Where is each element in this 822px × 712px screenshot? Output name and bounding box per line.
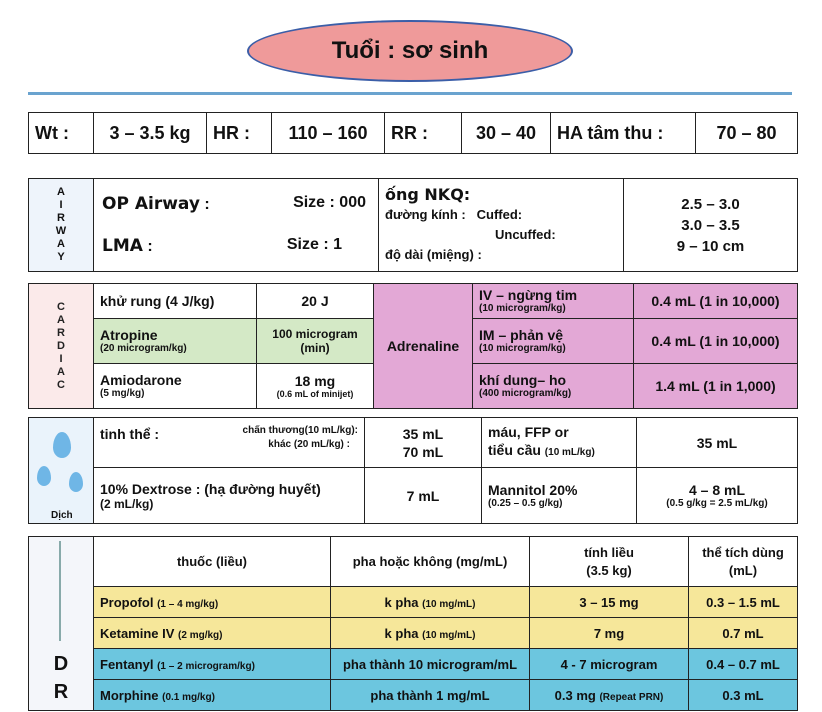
header-volume-unit: (mL) bbox=[728, 562, 758, 578]
header-dilution: pha hoặc không (mg/mL) bbox=[331, 537, 530, 587]
other-value: 70 mL bbox=[402, 443, 444, 460]
adrenaline-label: Adrenaline bbox=[374, 284, 473, 409]
adr-neb-dose: (400 microgram/kg) bbox=[479, 388, 572, 400]
blood-label: máu, FFP or bbox=[488, 424, 569, 440]
adr-im-label: IM – phản vệ bbox=[479, 327, 564, 344]
ett-cuffed-value: 2.5 – 3.0 bbox=[681, 195, 740, 213]
rr-label: RR : bbox=[385, 113, 462, 154]
mannitol-value: 4 – 8 mL bbox=[688, 482, 746, 498]
defib-value: 20 J bbox=[257, 284, 374, 319]
lma-size: Size : 1 bbox=[286, 236, 342, 253]
ett-diameter-label: đường kính : bbox=[385, 207, 466, 222]
hr-label: HR : bbox=[207, 113, 272, 154]
ett-length-value: 9 – 10 cm bbox=[676, 237, 745, 255]
atropine-min: (min) bbox=[300, 340, 330, 355]
fluids-side-label: Dịch bbox=[51, 510, 73, 521]
adr-im-dose: (10 microgram/kg) bbox=[479, 343, 566, 355]
cardiac-side bbox=[29, 284, 94, 409]
drugs-side-label: D R bbox=[53, 653, 69, 703]
crystalloid-label: tinh thể : bbox=[100, 426, 160, 442]
adr-iv-dose: (10 microgram/kg) bbox=[479, 303, 566, 315]
airway-side bbox=[29, 179, 94, 272]
rr-value: 30 – 40 bbox=[462, 113, 551, 154]
op-airway-label: OP Airway : bbox=[102, 194, 210, 214]
atropine-value: 100 microgram bbox=[272, 326, 358, 341]
dextrose-value: 7 mL bbox=[365, 468, 482, 524]
adr-im-value: 0.4 mL (1 in 10,000) bbox=[634, 318, 798, 363]
header-drug: thuốc (liều) bbox=[94, 537, 331, 587]
amiodarone-dose: (5 mg/kg) bbox=[100, 388, 145, 400]
vitals-table bbox=[28, 112, 798, 154]
ett-length-label: độ dài (miệng) : bbox=[385, 247, 482, 262]
blood-dose: (10 mL/kg) bbox=[544, 447, 595, 458]
fluids-table bbox=[28, 417, 798, 524]
atropine-label: Atropine bbox=[100, 327, 158, 344]
table-row: Fentanyl (1 – 2 microgram/kg) pha thành 10 microgram/mL 4 - 7 microgram 0.4 – 0.7 mL bbox=[29, 649, 798, 680]
table-row: Ketamine IV (2 mg/kg) k pha (10 mg/mL) 7 mg 0.7 mL bbox=[29, 618, 798, 649]
drugs-table bbox=[28, 536, 798, 711]
wt-label: Wt : bbox=[29, 113, 94, 154]
water-drop-icon bbox=[69, 472, 83, 492]
divider bbox=[28, 92, 792, 95]
hr-value: 110 – 160 bbox=[272, 113, 385, 154]
header-volume: thể tích dùng bbox=[702, 544, 784, 560]
trauma-value: 35 mL bbox=[402, 425, 444, 442]
water-drop-icon bbox=[53, 432, 71, 458]
ett-title: ống NKQ: bbox=[385, 185, 471, 204]
other-label: khác (20 mL/kg) : bbox=[268, 439, 350, 450]
adr-neb-value: 1.4 mL (1 in 1,000) bbox=[634, 363, 798, 408]
wt-value: 3 – 3.5 kg bbox=[94, 113, 207, 154]
header-dose-weight: (3.5 kg) bbox=[586, 562, 632, 578]
amiodarone-sub: (0.6 mL of minijet) bbox=[276, 388, 354, 399]
syringe-icon bbox=[59, 541, 61, 641]
ett-uncuffed-label: Uncuffed: bbox=[495, 227, 556, 242]
op-airway-size: Size : 000 bbox=[293, 194, 366, 211]
adr-neb-label: khí dung– ho bbox=[479, 372, 567, 389]
water-drop-icon bbox=[37, 466, 51, 486]
dextrose-dose: (2 mL/kg) bbox=[100, 496, 154, 511]
mannitol-label: Mannitol 20% bbox=[488, 482, 578, 498]
mannitol-dose: (0.25 – 0.5 g/kg) bbox=[488, 498, 563, 509]
ett-uncuffed-value: 3.0 – 3.5 bbox=[681, 216, 740, 234]
cardiac-table bbox=[28, 283, 798, 409]
amiodarone-label: Amiodarone bbox=[100, 372, 182, 389]
dextrose-label: 10% Dextrose : (hạ đường huyết) bbox=[100, 480, 321, 497]
table-row: Morphine (0.1 mg/kg) pha thành 1 mg/mL 0.3 mg (Repeat PRN) 0.3 mL bbox=[29, 680, 798, 711]
page-title: Tuổi : sơ sinh bbox=[247, 20, 573, 82]
drugs-side bbox=[29, 537, 94, 711]
blood-label2: tiểu cầu bbox=[488, 442, 541, 458]
ett-cuffed-label: Cuffed: bbox=[476, 207, 523, 222]
amiodarone-value: 18 mg bbox=[294, 372, 336, 389]
airway-side-label: A I R W A Y bbox=[55, 186, 67, 263]
atropine-dose: (20 microgram/kg) bbox=[100, 343, 187, 355]
cardiac-side-label: C A R D I A C bbox=[57, 300, 65, 391]
defib-label: khử rung (4 J/kg) bbox=[94, 284, 257, 319]
ha-value: 70 – 80 bbox=[696, 113, 798, 154]
airway-table bbox=[28, 178, 798, 272]
blood-value: 35 mL bbox=[637, 418, 798, 468]
adr-iv-label: IV – ngừng tim bbox=[479, 287, 578, 304]
table-row: Propofol (1 – 4 mg/kg) k pha (10 mg/mL) 3 – 15 mg 0.3 – 1.5 mL bbox=[29, 587, 798, 618]
mannitol-sub: (0.5 g/kg = 2.5 mL/kg) bbox=[666, 498, 768, 509]
adr-iv-value: 0.4 mL (1 in 10,000) bbox=[634, 284, 798, 319]
ha-label: HA tâm thu : bbox=[551, 113, 696, 154]
trauma-label: chấn thương(10 mL/kg): bbox=[242, 425, 358, 436]
lma-label: LMA : bbox=[102, 236, 153, 256]
header-dose: tính liều bbox=[584, 544, 634, 560]
fluids-side bbox=[29, 418, 94, 524]
